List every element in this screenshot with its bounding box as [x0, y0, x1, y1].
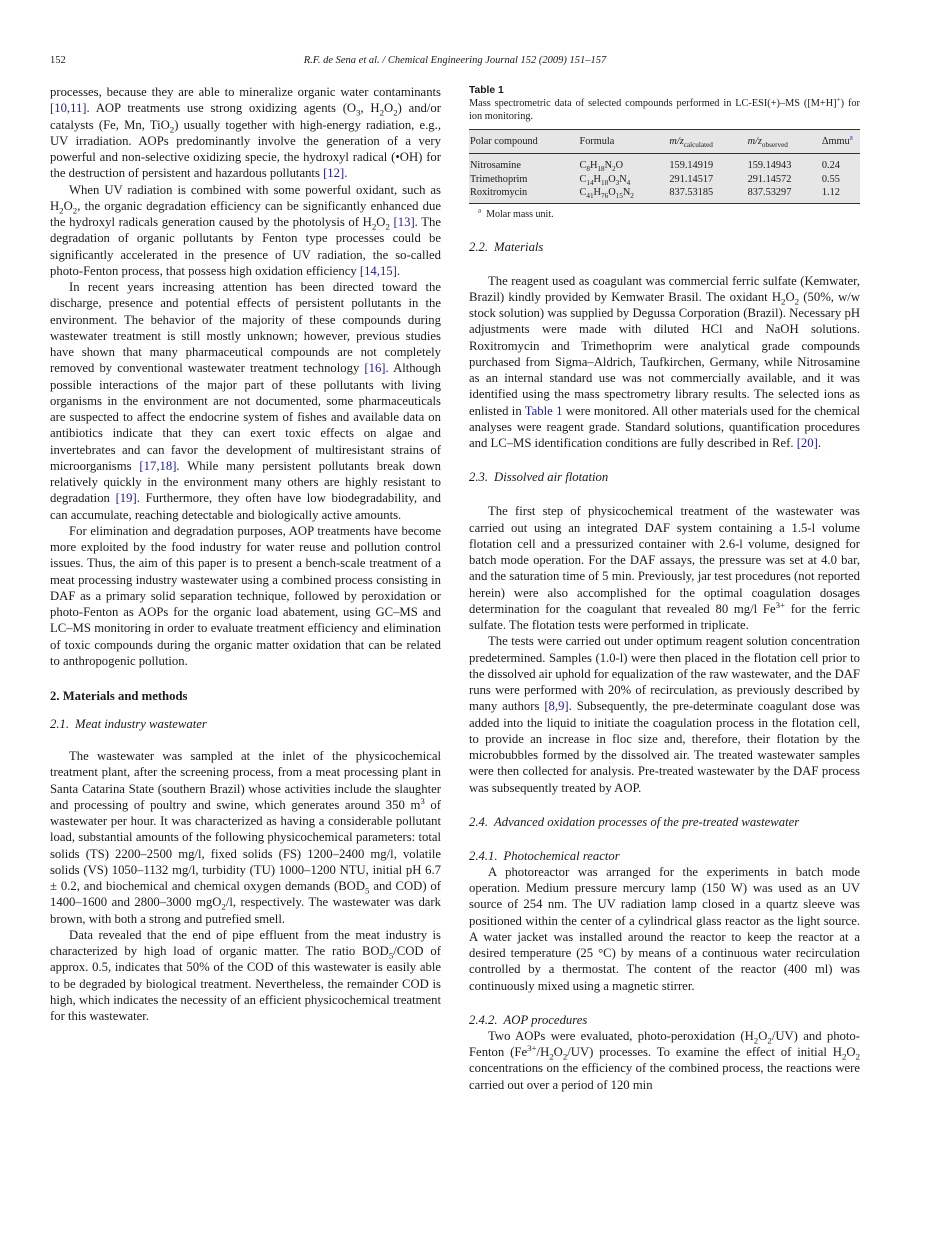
running-head: R.F. de Sena et al. / Chemical Engineering Journal 152 (2009) 151–157	[303, 55, 607, 66]
citation-link[interactable]: [16]	[364, 361, 386, 376]
paragraph: The tests were carried out under optimum reagent solution concentration predetermined. Samples (1.0-l) were then placed in the flotation cell prior to the dissolved air uphold for equalization of the raw wastewater, and the DAF runs were performed with 20% of recirculation, as previously described by many authors [8,9]. Subsequently, the pre-determinate coagulant dose was added into the liquid to initiate the coagulation process in the flotation cell, to provide an increase in floc size and, therefore, their flotation by the microbubbles formed by the dissolved air. The treated wastewater samples were then collected for analysis. Pre-treated wastewater by the DAF process was subsequently treated by AOP.	[469, 634, 860, 795]
table-reference-link[interactable]: Table 1	[524, 403, 563, 418]
table-footnote: $^a$ Molar mass unit.	[478, 206, 554, 220]
subsection-heading: 2.1. Meat industry wastewater	[50, 717, 207, 731]
paragraph: processes, because they are able to mineralize organic water contaminants [10,11]. AOP treatments use strong oxidizing agents ($O_3$, $H_2O_2$) and/or catalysts (Fe, Mn, TiO$_2$) usually together with high-energy radiation, e.g., UV irradiation. AOPs predominantly involve the generation of a very powerful and non-selective oxidizing specie, the hydroxyl radical (•OH) for the destruction of persistent and hazardous pollutants [12].	[50, 85, 441, 181]
cell-mz-calculated: 159.14919	[669, 160, 714, 171]
citation-link[interactable]: [10,11]	[50, 101, 87, 116]
citation-link[interactable]: [17,18]	[139, 458, 177, 473]
column-header-compound: Polar compound	[470, 136, 538, 147]
cell-compound: Nitrosamine	[470, 160, 521, 171]
cell-mz-calculated: 291.14517	[669, 173, 714, 185]
paragraph: For elimination and degradation purposes, AOP treatments have become more exploited by the food industry for water reuse and pollution control issues. Thus, the aim of this paper is to present a bench-scale treatment of a meat processing industry wastewater using a combined process consisting in DAF as a primary solid separation technique, followed by peroxidation or photo-Fenton as AOPs for the organic load abatement, using GC–MS and LC–MS monitoring in order to evaluate treatment efficiency and elimination of toxic compounds during the organic matter oxidation that can be related to anthropogenic pollution.	[50, 523, 441, 668]
table-title: Table 1	[469, 85, 504, 96]
paragraph: Two AOPs were evaluated, photo-peroxidation $(H_2O_2/UV)$ and photo-Fenton $(Fe^{3+}/H_2O_2/UV)$ processes. To examine the effect of initial $H_2O_2$ concentrations on the efficiency of the combined process, the reactions were carried out over a period of 120 min	[469, 1028, 860, 1092]
cell-mz-observed: 837.53297	[747, 187, 792, 198]
paragraph: Data revealed that the end of pipe effluent from the meat industry is characterized by high load of organic matter. The ratio $BOD_5$/COD of approx. 0.5, indicates that 50% of the COD of this wastewater is easily able to be degraded by biological treatment. Nevertheless, the remainder COD is high, which indicates the necessity of an efficient physicochemical treatment for this wastewater.	[50, 927, 441, 1023]
citation-link[interactable]: [19]	[115, 491, 137, 506]
cell-formula: $C_{14}H_{18}O_3N_4$	[579, 173, 631, 187]
column-header-mz-calculated: $m/z_{calculated}$	[669, 136, 713, 150]
subsection-heading: 2.2. Materials	[469, 239, 544, 254]
subsection-heading: 2.3. Dissolved air flotation	[469, 470, 609, 485]
cell-delta-mmu: 0.55	[821, 173, 840, 185]
cell-formula: $C_8H_{18}N_2O$	[579, 160, 624, 174]
cell-mz-calculated: 837.53185	[669, 187, 714, 198]
paragraph: When UV radiation is combined with some powerful oxidant, such as $H_2O_2$, the organic degradation efficiency can be significantly enhanced due the hydroxyl radicals generation caused by the photolysis of $H_2O_2$ [13]. The degradation of organic pollutants by Fenton type processes could be significantly accelerated in the presence of UV radiation, the so-called photo-Fenton process, that possess high oxidation efficiency [14,15].	[50, 182, 441, 278]
page-number: 152	[50, 55, 66, 66]
table-caption: Mass spectrometric data of selected compounds performed in LC-ESI(+)–MS ([M+H]+) for ion monitoring.	[469, 95, 860, 122]
cell-delta-mmu: 0.24	[821, 160, 840, 171]
cell-formula: $C_{41}H_{76}O_{15}N_2$	[579, 187, 634, 201]
left-column	[50, 84, 441, 1024]
column-header-mz-observed: $m/z_{observed}$	[747, 136, 788, 150]
citation-link[interactable]: [20]	[796, 436, 818, 450]
paragraph: The first step of physicochemical treatment of the wastewater was carried out using an integrated DAF system containing a 1.5-l volume flotation cell and a pressurized container with 2.6-l volume, designed for batch mode operation. For the DAF assays, the pressure was set at 4.0 bar, and the saturation time of 5 min. Previously, jar test procedures (not reported herein) were also accomplished for the optimal coagulation dosages determination for the coagulant that revealed 80 mg/l $Fe^{3+}$ for the ferric sulfate. The flotation tests were performed in triplicate.	[469, 504, 860, 632]
section-heading: 2. Materials and methods	[50, 689, 188, 703]
table-row	[469, 154, 860, 173]
cell-mz-observed: 291.14572	[747, 173, 792, 185]
paragraph: In recent years increasing attention has been directed toward the discharge, presence and potential effects of persistent pollutants in the environment. The behavior of the majority of these compounds during wastewater treatment is still mostly unknown; however, previous studies have shown that many pharmaceutical compounds are not completely removed by conventional wastewater treatment technology [16]. Although possible interactions of the major part of these pollutants with living organisms in the environment are not documented, some pharmaceuticals are suspected to affect the endocrine system of fishes and available data on antibiotics indicate that they can exert toxic effects on algae and invertebrates and can favor the development of multiresistant strains of microorganisms [17,18]. While many persistent pollutants break down relatively quickly in the environment many others are highly resistant to degradation [19]. Furthermore, they often have low biodegradability, and can accumulate, reaching detectable and biologically active amounts.	[50, 280, 442, 522]
citation-link[interactable]: [13]	[393, 215, 415, 229]
subsubsection-heading: 2.4.1. Photochemical reactor	[469, 848, 620, 863]
cell-compound: Trimethoprim	[470, 173, 528, 185]
page-header	[50, 55, 860, 71]
citation-link[interactable]: [12]	[323, 166, 345, 181]
cell-compound: Roxitromycin	[470, 187, 528, 198]
data-table	[469, 129, 860, 204]
paragraph: The wastewater was sampled at the inlet of the physicochemical treatment plant, after the screening process, from a meat processing plant in Santa Catarina State (southern Brazil) whose activities include the slaughter and processing of poultry and swine, which generates around 350 $m^3$ of wastewater per hour. It was characterized as having a considerable pollutant load, substantial amounts of the following physicochemical parameters: total solids (TS) 2200–2500 mg/l, fixed solids (FS) 1200–2400 mg/l, volatile solids (VS) 1050–1132 mg/l, turbidity (TU) 1000–1200 NTU, initial pH 6.7 ± 0.2, and biochemical and chemical oxygen demands ($BOD_5$ and COD) of 1400–1600 and 2800–3000 mgO$_2$/l, respectively. The wastewater was dark brown, with both a strong and putrefied smell.	[50, 749, 442, 926]
paragraph: The reagent used as coagulant was commercial ferric sulfate (Kemwater, Brazil) kindly provided by Kemwater Brasil. The oxidant $H_2O_2$ (50%, w/w stock solution) was supplied by Degussa Corporation (Brazil). Necessary pH adjustments were made with diluted HCl and NaOH solutions. Roxitromycin and Trimethoprim were analytical grade compounds purchased from Sigma–Aldrich, Taufkirchen, Germany, while Nitrosamine as an internal standard use was not commercially available, and it was identified using the mass spectrometry library results. The selected ions as enlisted in Table 1 were monitored. All other materials used for the chemical analyses were reagent grade. Standard solutions, quantification procedures and LC–MS identification conditions are fully described in Ref. [20].	[469, 273, 860, 450]
table-header-row	[469, 130, 860, 154]
column-header-formula: Formula	[579, 136, 615, 147]
citation-link[interactable]: [8,9]	[544, 699, 569, 714]
right-column	[469, 84, 860, 1093]
table-row	[469, 173, 860, 187]
cell-delta-mmu: 1.12	[821, 187, 840, 198]
table-row	[469, 186, 860, 203]
cell-mz-observed: 159.14943	[747, 160, 792, 171]
subsubsection-heading: 2.4.2. AOP procedures	[469, 1012, 588, 1027]
paragraph: A photoreactor was arranged for the experiments in batch mode operation. Medium pressure mercury lamp (150 W) was used as an UV source of 254 nm. The UV radiation lamp closed in a quartz sleeve was positioned within the center of a cylindrical glass reactor as the light source. A water jacket was installed around the reactor to keep the reactor at a desired temperature (25 °C) by means of a continuous water recirculation controlled by a thermostat. The content of the reactor (400 ml) was continuously mixed using a magnetic stirrer.	[469, 864, 860, 993]
column-header-delta-mmu: Δmmu$^a$	[821, 133, 853, 147]
table-1	[469, 84, 860, 221]
citation-link[interactable]: [14,15]	[359, 263, 397, 278]
subsection-heading: 2.4. Advanced oxidation processes of the pre-treated wastewater	[469, 814, 800, 829]
